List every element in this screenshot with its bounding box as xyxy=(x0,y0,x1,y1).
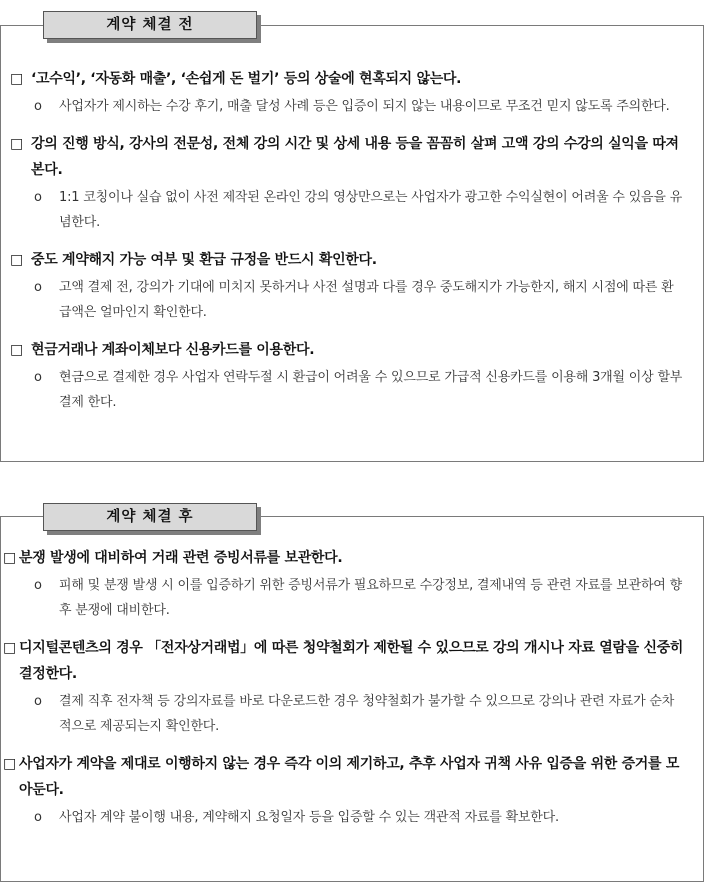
item-heading-text: 사업자가 계약을 제대로 이행하지 않는 경우 즉각 이의 제기하고, 추후 사업자 귀책 사유 입증을 위한 증거를 모아둔다. xyxy=(19,756,680,798)
checkbox-square-icon: □ xyxy=(3,640,17,656)
item-heading xyxy=(1,545,703,571)
list-item xyxy=(1,545,703,623)
item-heading xyxy=(1,131,703,183)
item-detail xyxy=(1,94,703,119)
item-detail-text: 사업자가 제시하는 수강 후기, 매출 달성 사례 등은 입증이 되지 않는 내용이므로 무조건 믿지 않도록 주의한다. xyxy=(59,99,670,114)
item-list xyxy=(1,545,703,842)
item-heading-text: 디지털콘텐츠의 경우 「전자상거래법」에 따른 청약철회가 제한될 수 있으므로 강의 개시나 자료 열람을 신중히 결정한다. xyxy=(19,640,684,682)
item-heading xyxy=(1,337,703,363)
item-detail xyxy=(1,365,703,415)
item-detail-text: 결제 직후 전자책 등 강의자료를 바로 다운로드한 경우 청약철회가 불가할 수 있으므로 강의나 관련 자료가 순차적으로 제공되는지 확인한다. xyxy=(59,694,675,734)
checkbox-square-icon: □ xyxy=(10,71,24,87)
checkbox-square-icon: □ xyxy=(3,756,17,772)
list-item xyxy=(1,337,703,415)
item-detail-text: 현금으로 결제한 경우 사업자 연락두절 시 환급이 어려울 수 있으므로 가급적 신용카드를 이용해 3개월 이상 할부결제 한다. xyxy=(59,370,683,410)
item-detail xyxy=(1,689,703,739)
list-item xyxy=(1,66,703,119)
item-detail-text: 피해 및 분쟁 발생 시 이를 입증하기 위한 증빙서류가 필요하므로 수강정보, 결제내역 등 관련 자료를 보관하여 향후 분쟁에 대비한다. xyxy=(59,578,682,618)
item-heading-text: 강의 진행 방식, 강사의 전문성, 전체 강의 시간 및 상세 내용 등을 꼼꼼히 살펴 고액 강의 수강의 실익을 따져본다. xyxy=(31,136,679,178)
item-detail xyxy=(1,573,703,623)
item-heading-text: 중도 계약해지 가능 여부 및 환급 규정을 반드시 확인한다. xyxy=(31,252,377,268)
bullet-circle-icon: o xyxy=(34,578,42,593)
item-detail-text: 고액 결제 전, 강의가 기대에 미치지 못하거나 사전 설명과 다를 경우 중도해지가 가능한지, 해지 시점에 따른 환급액은 얼마인지 확인한다. xyxy=(59,280,674,320)
bullet-circle-icon: o xyxy=(34,190,42,205)
section-before-contract xyxy=(0,25,704,462)
item-heading xyxy=(1,247,703,273)
bullet-circle-icon: o xyxy=(34,810,42,825)
checkbox-square-icon: □ xyxy=(10,342,24,358)
list-item xyxy=(1,635,703,739)
checkbox-square-icon: □ xyxy=(3,550,17,566)
checkbox-square-icon: □ xyxy=(10,136,24,152)
item-detail xyxy=(1,185,703,235)
item-heading-text: 현금거래나 계좌이체보다 신용카드를 이용한다. xyxy=(31,342,315,358)
section-after-contract xyxy=(0,516,704,882)
item-heading xyxy=(1,635,703,687)
list-item xyxy=(1,751,703,830)
item-heading-text: 분쟁 발생에 대비하여 거래 관련 증빙서류를 보관한다. xyxy=(19,550,343,566)
item-detail-text: 사업자 계약 불이행 내용, 계약해지 요청일자 등을 입증할 수 있는 객관적 자료를 확보한다. xyxy=(59,810,559,825)
section-title-before-contract: 계약 체결 전 xyxy=(43,11,257,39)
item-heading xyxy=(1,751,703,803)
item-heading-text: ‘고수익’, ‘자동화 매출’, ‘손쉽게 돈 벌기’ 등의 상술에 현혹되지 않는다. xyxy=(31,71,462,87)
item-detail xyxy=(1,805,703,830)
bullet-circle-icon: o xyxy=(34,370,42,385)
list-item xyxy=(1,247,703,325)
list-item xyxy=(1,131,703,235)
item-detail xyxy=(1,275,703,325)
item-list xyxy=(1,66,703,427)
bullet-circle-icon: o xyxy=(34,99,42,114)
item-detail-text: 1:1 코칭이나 실습 없이 사전 제작된 온라인 강의 영상만으로는 사업자가 광고한 수익실현이 어려울 수 있음을 유념한다. xyxy=(59,190,683,230)
bullet-circle-icon: o xyxy=(34,694,42,709)
checkbox-square-icon: □ xyxy=(10,252,24,268)
bullet-circle-icon: o xyxy=(34,280,42,295)
section-title-after-contract: 계약 체결 후 xyxy=(43,503,257,531)
item-heading xyxy=(1,66,703,92)
